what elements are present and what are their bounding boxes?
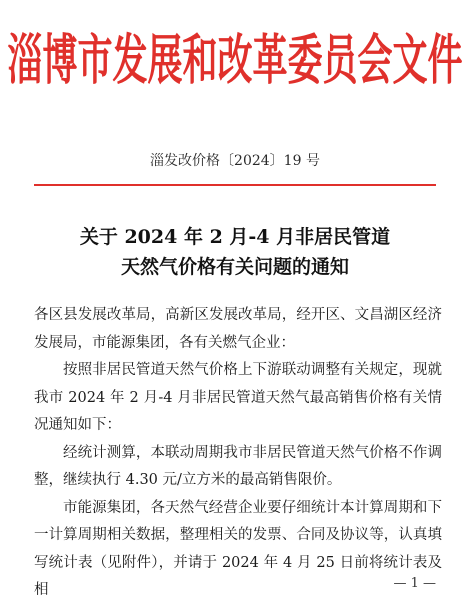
notice-title-line-1: 关于 2024 年 2 月-4 月非居民管道 [79,226,391,248]
addressee-paragraph: 各区县发展改革局，高新区发展改革局，经开区、文昌湖区经济发展局，市能源集团，各有关燃气企业： [34,307,442,351]
notice-title [0,222,470,282]
notice-body [34,302,442,605]
red-divider-line [34,184,436,186]
body-paragraph-1: 按照非居民管道天然气价格上下游联动调整有关规定，现就我市 2024 年 2 月-4 月非居民管道天然气最高销售价格有关情况通知如下： [34,362,442,433]
notice-title-line-2: 天然气价格有关问题的通知 [120,256,349,278]
page-number: — 1 — [393,576,436,591]
body-paragraph-2: 经统计测算，本联动周期我市非居民管道天然气价格不作调整，继续执行 4.30 元/立方米的最高销售限价。 [34,444,442,488]
document-number: 淄发改价格〔2024〕19 号 [150,153,320,169]
body-paragraph-3: 市能源集团，各天然气经营企业要仔细统计本计算周期和下一计算周期相关数据，整理相关的发票、合同及协议等，认真填写统计表（见附件），并请于 2024 年 4 月 25 日前将统计表及相 [34,499,442,598]
masthead-title: 淄博市发展和改革委员会文件 [7,30,463,93]
